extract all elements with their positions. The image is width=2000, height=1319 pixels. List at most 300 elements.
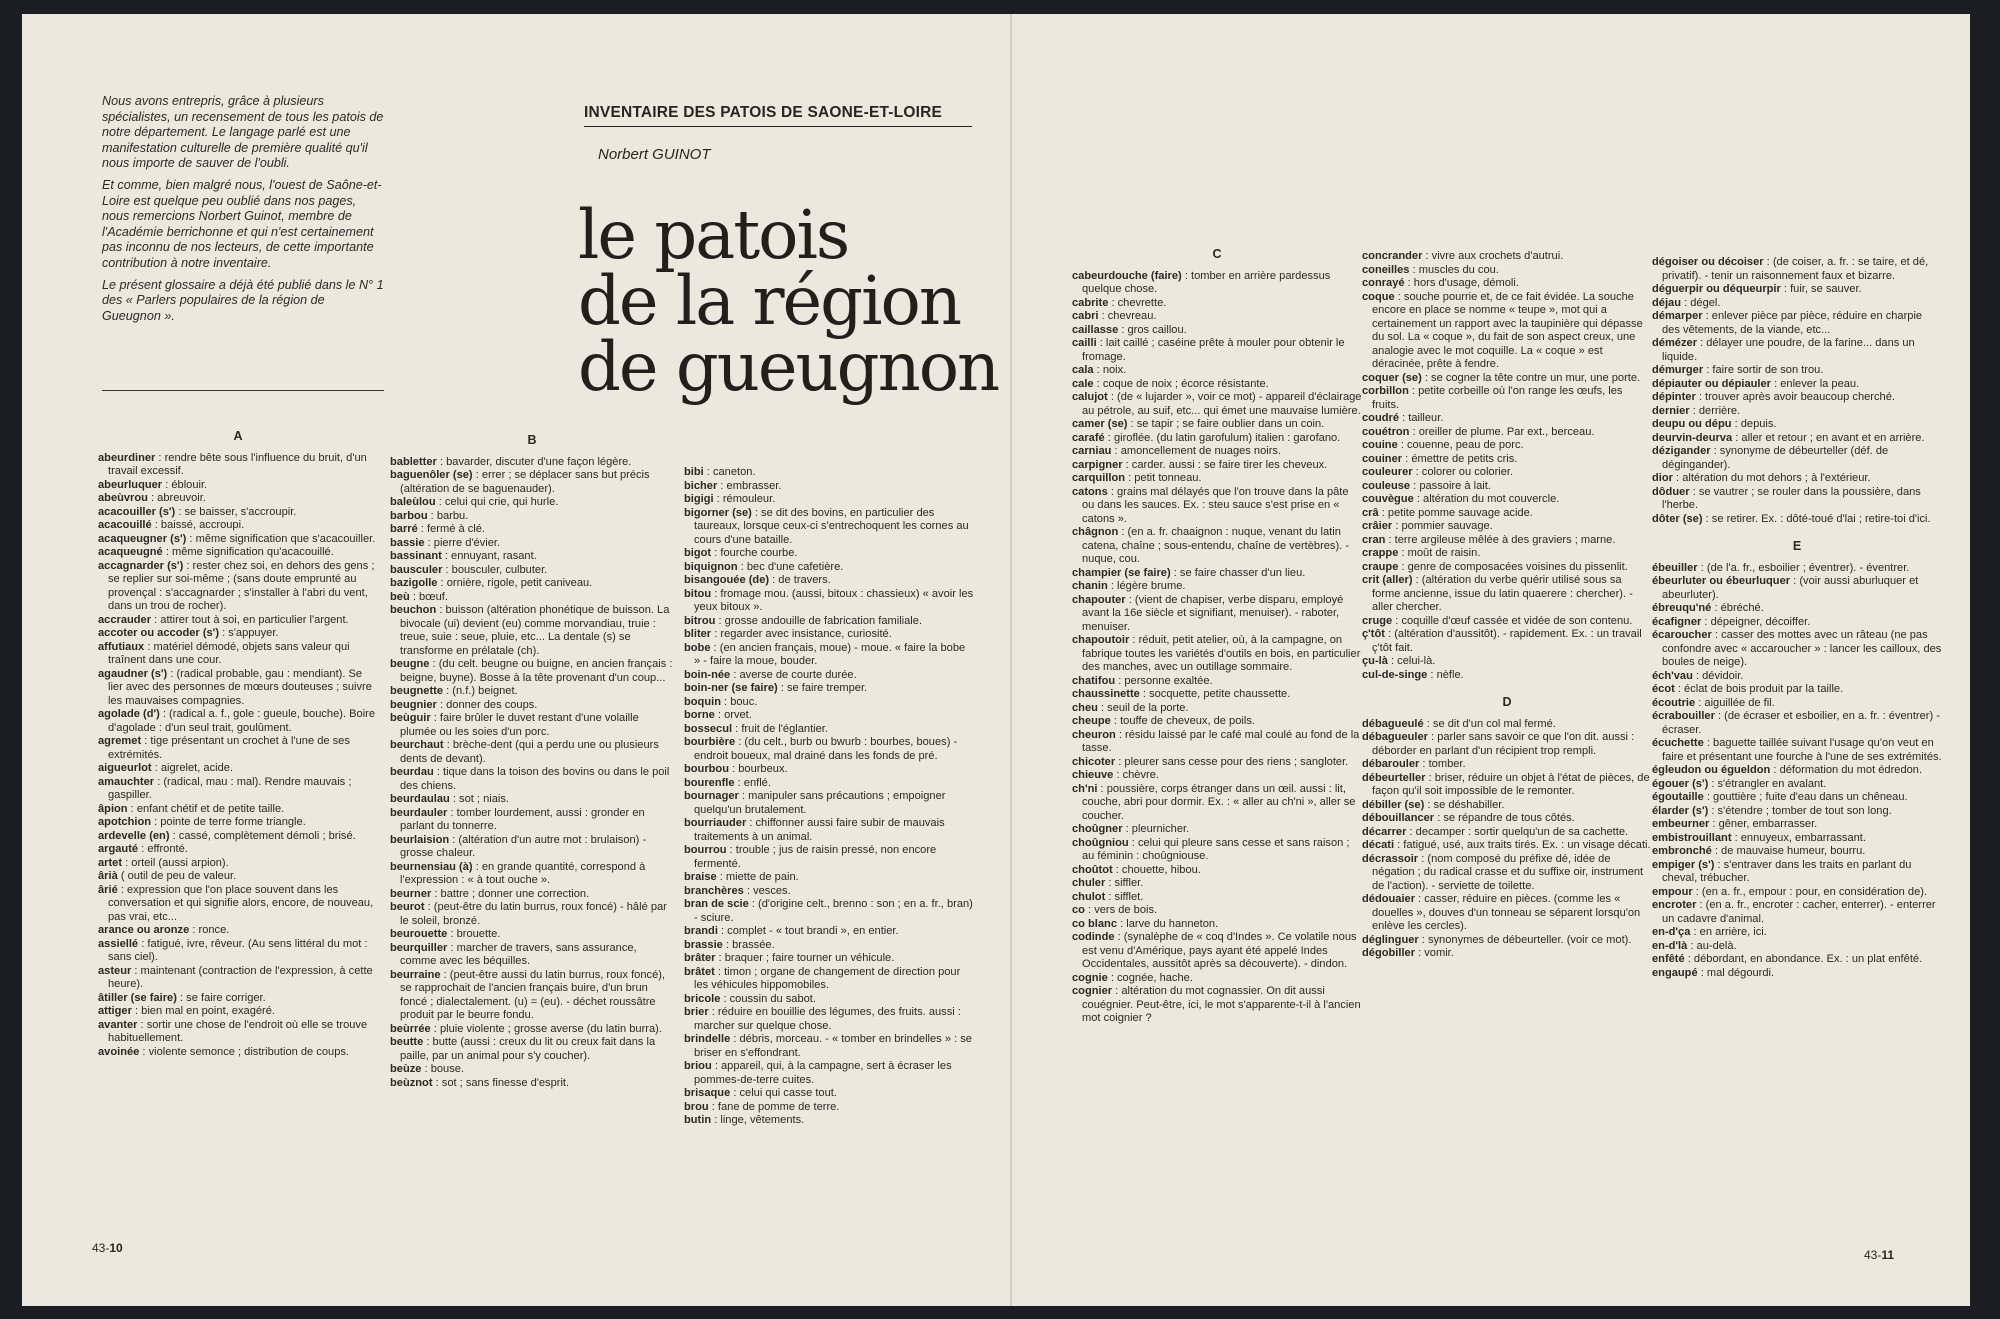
entry-headword: couétron — [1362, 425, 1410, 438]
entry-headword: ç'tôt — [1362, 628, 1385, 640]
entry-definition: : effronté. — [138, 843, 188, 855]
glossary-entry — [390, 685, 674, 699]
entry-headword: beurdau — [390, 766, 434, 778]
glossary-entry — [1072, 877, 1362, 891]
glossary-entry — [1362, 893, 1652, 934]
entry-definition: : personne exaltée. — [1115, 674, 1213, 687]
entry-definition: : siffler. — [1105, 877, 1144, 889]
entry-definition: : casser, réduire en pièces. (comme les « douelles », douves d'un tonneau se séparent lorsqu'on enlève les cercles). — [1372, 893, 1641, 932]
entry-definition: : enflé. — [734, 776, 771, 789]
entry-headword: brassie — [684, 938, 723, 951]
entry-headword: éch'vau — [1652, 669, 1693, 682]
glossary-entry — [1652, 899, 1942, 926]
entry-headword: abeurdiner — [98, 451, 156, 464]
glossary-entry — [1072, 580, 1362, 594]
entry-definition: : de mauvaise humeur, bourru. — [1711, 845, 1866, 857]
entry-headword: bicher — [684, 479, 718, 492]
entry-headword: barbou — [390, 509, 428, 522]
page-number-right: 43-11 — [1864, 1248, 1895, 1262]
entry-headword: camer (se) — [1072, 418, 1128, 430]
entry-headword: cheupe — [1072, 715, 1111, 727]
entry-headword: égoutaille — [1652, 791, 1704, 803]
glossary-entry — [390, 1036, 674, 1063]
glossary-entry — [1072, 688, 1362, 702]
author-name: Norbert GUINOT — [598, 146, 711, 163]
entry-headword: débarouler — [1362, 758, 1420, 770]
glossary-entry — [684, 1006, 974, 1033]
entry-definition: : rendre bête sous l'influence du bruit, d'un travail excessif. — [108, 451, 367, 477]
glossary-entry — [98, 803, 378, 817]
glossary-entry — [98, 560, 378, 614]
entry-definition: : embrasser. — [717, 479, 782, 492]
glossary-entry — [1652, 337, 1942, 364]
glossary-column-c-d — [1362, 250, 1652, 961]
glossary-entry — [1072, 270, 1362, 297]
entry-definition: : vers de bois. — [1084, 904, 1158, 916]
series-headline: INVENTAIRE DES PATOIS DE SAONE-ET-LOIRE — [584, 104, 943, 121]
entry-headword: beutte — [390, 1036, 424, 1048]
entry-definition: : miette de pain. — [716, 871, 799, 883]
entry-definition: : même signification qu'acacouillé. — [162, 546, 334, 558]
entry-headword: choûtot — [1072, 863, 1113, 876]
entry-headword: cognier — [1072, 985, 1113, 997]
entry-definition: : émettre de petits cris. — [1402, 452, 1518, 465]
glossary-entry — [390, 739, 674, 766]
entry-definition: : (de « lujarder », voir ce mot) - appareil d'éclairage au pétrole, au suif, etc... qui émet une mauvaise lumière. — [1082, 391, 1362, 417]
glossary-entry — [390, 1023, 674, 1037]
glossary-entry — [1362, 453, 1652, 467]
glossary-entry — [1652, 391, 1942, 405]
entry-definition: : se faire chasser d'un lieu. — [1170, 566, 1306, 579]
section-letter: E — [1792, 539, 1802, 553]
entry-definition: : chèvre. — [1113, 769, 1159, 781]
glossary-entry — [1072, 729, 1362, 756]
glossary-entry — [1652, 513, 1942, 527]
glossary-entry — [98, 506, 378, 520]
entry-headword: déjau — [1652, 296, 1681, 309]
intro-paragraph: Nous avons entrepris, grâce à plusieurs spécialistes, un recensement de tous les patois de notre département. Le langage parlé est une manifestation culturelle de première qualité qu'il nous importe de sauver de l'oubli. — [102, 94, 384, 171]
entry-definition: : se baisser, s'accroupir. — [175, 505, 297, 518]
glossary-entry — [1652, 472, 1942, 486]
entry-definition: : (en a. fr. chaaignon : nuque, venant du latin catena, chaîne ; sous-entendu, chaîne de vertèbres). - nuque, cou. — [1082, 526, 1350, 565]
entry-headword: écoutrie — [1652, 696, 1696, 709]
glossary-entry — [1362, 628, 1652, 655]
glossary-entry — [390, 658, 674, 685]
glossary-entry — [1362, 799, 1652, 813]
entry-definition: : gros caillou. — [1118, 323, 1187, 336]
glossary-entry — [1652, 886, 1942, 900]
entry-headword: cran — [1362, 533, 1386, 546]
entry-definition: : s'étendre ; tomber de tout son long. — [1708, 804, 1892, 817]
entry-headword: égleudon ou égueldon — [1652, 764, 1771, 776]
glossary-entry — [684, 696, 974, 710]
glossary-entry — [684, 966, 974, 993]
entry-definition: : bec d'une cafetière. — [737, 560, 844, 573]
glossary-entry — [1362, 718, 1652, 732]
entry-headword: cheuron — [1072, 728, 1116, 741]
entry-headword: décati — [1362, 839, 1395, 851]
entry-definition: : caneton. — [703, 466, 756, 478]
entry-headword: corbillon — [1362, 385, 1409, 397]
entry-headword: décrassoir — [1362, 852, 1419, 865]
entry-headword: beurot — [390, 901, 425, 913]
entry-definition: : petit tonneau. — [1125, 472, 1202, 484]
entry-headword: cul-de-singe — [1362, 668, 1428, 681]
glossary-entry — [684, 588, 974, 615]
glossary-entry — [1652, 432, 1942, 446]
entry-definition: : faire brûler le duvet restant d'une volaille plumée ou les soies d'un porc. — [400, 712, 639, 738]
entry-headword: brou — [684, 1100, 709, 1113]
entry-definition: : éblouir. — [162, 478, 208, 491]
glossary-entry — [1072, 715, 1362, 729]
entry-definition: : dévidoir. — [1692, 669, 1744, 682]
entry-definition: : (altération d'aussitôt). - rapidement. Ex. : un travail ç'tôt fait. — [1372, 628, 1642, 654]
entry-headword: cailli — [1072, 337, 1097, 349]
glossary-entry — [98, 884, 378, 925]
entry-headword: beugnette — [390, 685, 444, 697]
entry-headword: acacouiller (s') — [98, 505, 176, 518]
entry-definition: : pluie violente ; grosse averse (du latin burra). — [430, 1022, 662, 1035]
entry-definition: : battre ; donner une correction. — [431, 887, 590, 900]
entry-definition: : fatigué, ivre, rêveur. (Au sens littéral du mot : sans ciel). — [108, 937, 368, 963]
entry-definition: : matériel démodé, objets sans valeur qui traînent dans une cour. — [108, 640, 350, 666]
entry-headword: attiger — [98, 1005, 132, 1017]
section-letter: C — [1212, 247, 1222, 261]
entry-definition: : marcher de travers, sans assurance, comme avec les béquilles. — [400, 941, 637, 967]
entry-headword: beurdaulau — [390, 793, 450, 805]
glossary-entry — [1072, 931, 1362, 972]
glossary-entry — [684, 615, 974, 629]
entry-headword: abeurluquer — [98, 478, 163, 491]
glossary-column-b-cont — [684, 466, 974, 1128]
entry-headword: beugne — [390, 658, 430, 670]
entry-definition: : faire sortir de son trou. — [1703, 364, 1824, 376]
entry-headword: bigot — [684, 547, 712, 559]
entry-definition: : se cogner la tête contre un mur, une porte. — [1421, 371, 1641, 384]
glossary-entry — [1362, 507, 1652, 521]
glossary-entry — [1072, 918, 1362, 932]
title-line: le patois — [578, 196, 849, 274]
glossary-entry — [390, 550, 674, 564]
entry-headword: bassinant — [390, 550, 442, 562]
entry-headword: empour — [1652, 885, 1693, 898]
entry-headword: boin-née — [684, 668, 731, 681]
glossary-entry — [1652, 283, 1942, 297]
glossary-entry — [98, 843, 378, 857]
glossary-entry — [1652, 575, 1942, 602]
glossary-entry — [1362, 480, 1652, 494]
glossary-entry — [390, 469, 674, 496]
entry-definition: : fromage mou. (aussi, bitoux : chassieux) « avoir les yeux bitoux ». — [694, 587, 974, 613]
entry-definition: : aigrelet, acide. — [151, 762, 234, 774]
entry-definition: : fruit de l'églantier. — [732, 722, 828, 735]
glossary-entry — [390, 537, 674, 551]
entry-definition: : (de coiser, a. fr. : se taire, et dé, privatif). - tenir un raisonnement faux et bizarre. — [1662, 256, 1929, 282]
entry-definition: : débordant, en abondance. Ex. : un plat enfêté. — [1684, 953, 1923, 965]
entry-definition: : aiguillée de fil. — [1695, 696, 1775, 709]
glossary-entry — [1072, 391, 1362, 418]
glossary-entry — [1652, 953, 1942, 967]
entry-definition: : réduire en bouillie des légumes, des fruits. aussi : marcher sur quelque chose. — [694, 1006, 961, 1032]
entry-definition: : decamper : sortir quelqu'un de sa cachette. — [1406, 825, 1629, 838]
glossary-entry — [98, 735, 378, 762]
glossary-entry — [98, 965, 378, 992]
glossary-entry — [98, 1019, 378, 1046]
entry-definition: : colorer ou colorier. — [1412, 466, 1514, 478]
glossary-entry — [390, 942, 674, 969]
entry-headword: couiner — [1362, 452, 1403, 465]
glossary-entry — [1362, 758, 1652, 772]
glossary-entry — [390, 699, 674, 713]
glossary-entry — [684, 507, 974, 548]
entry-headword: démurger — [1652, 364, 1704, 376]
entry-headword: çu-là — [1362, 655, 1388, 667]
glossary-entry — [1072, 904, 1362, 918]
entry-headword: chapoutoir — [1072, 634, 1130, 646]
glossary-entry — [1072, 891, 1362, 905]
entry-definition: : se faire corriger. — [176, 991, 266, 1004]
glossary-entry — [684, 547, 974, 561]
entry-headword: dézigander — [1652, 445, 1711, 457]
glossary-entry — [1652, 683, 1942, 697]
glossary-entry — [684, 885, 974, 899]
glossary-entry — [390, 1063, 674, 1077]
entry-definition: : dépeigner, décoiffer. — [1701, 615, 1811, 628]
entry-definition: : enfant chétif et de petite taille. — [127, 802, 285, 815]
entry-headword: crâier — [1362, 520, 1393, 532]
entry-definition: : fourche courbe. — [711, 547, 798, 559]
glossary-entry — [684, 1033, 974, 1060]
entry-headword: empiger (s') — [1652, 858, 1715, 871]
entry-headword: brâtet — [684, 965, 715, 978]
entry-definition: : mal dégourdi. — [1697, 966, 1775, 979]
glossary-entry — [1362, 615, 1652, 629]
entry-headword: beurnensiau (à) — [390, 860, 473, 873]
entry-definition: : pointe de terre forme triangle. — [151, 816, 306, 828]
entry-definition: : sifflet. — [1105, 890, 1144, 903]
entry-definition: : averse de courte durée. — [730, 668, 857, 681]
glossary-entry — [1072, 459, 1362, 473]
entry-definition: : se tapir ; se faire oublier dans un coin. — [1127, 418, 1325, 430]
entry-headword: baleùlou — [390, 496, 436, 508]
glossary-entry — [1652, 737, 1942, 764]
entry-headword: chicoter — [1072, 755, 1116, 768]
glossary-entry — [390, 834, 674, 861]
glossary-entry — [1362, 947, 1652, 961]
entry-definition: : ennuyeux, embarrassant. — [1731, 831, 1866, 844]
entry-definition: : errer ; se déplacer sans but précis (altération de se baguenauder). — [400, 469, 650, 495]
glossary-entry — [1362, 934, 1652, 948]
glossary-entry — [390, 928, 674, 942]
entry-definition: : (altération du verbe quérir utilisé sous sa forme ancienne, issue du latin quaerere : chercher). - aller chercher. — [1372, 574, 1633, 613]
glossary-entry — [98, 452, 378, 479]
entry-definition: : petite pomme sauvage acide. — [1378, 506, 1533, 519]
glossary-entry — [1072, 837, 1362, 864]
glossary-entry — [1652, 364, 1942, 378]
glossary-entry — [1072, 378, 1362, 392]
entry-definition: : fatigué, usé, aux traits tirés. Ex. : un visage décati. — [1394, 839, 1651, 851]
glossary-entry — [684, 871, 974, 885]
entry-headword: dernier — [1652, 404, 1690, 417]
entry-headword: catons — [1072, 485, 1108, 498]
entry-headword: dédouaier — [1362, 893, 1416, 905]
entry-headword: dôter (se) — [1652, 512, 1703, 525]
glossary-entry — [1362, 439, 1652, 453]
entry-headword: bricole — [684, 992, 721, 1005]
entry-definition: : brassée. — [722, 938, 775, 951]
glossary-column-a — [98, 430, 378, 1059]
glossary-entry — [684, 669, 974, 683]
glossary-entry — [1072, 702, 1362, 716]
entry-headword: beurchaut — [390, 739, 444, 751]
glossary-entry — [390, 523, 674, 537]
glossary-entry — [1362, 534, 1652, 548]
entry-definition: : celui-là. — [1387, 655, 1436, 667]
entry-headword: dépiauter ou dépiauler — [1652, 377, 1771, 390]
glossary-entry — [1652, 256, 1942, 283]
entry-headword: débiller (se) — [1362, 798, 1425, 811]
glossary-entry — [1652, 805, 1942, 819]
entry-definition: : coquille d'œuf cassée et vidée de son contenu. — [1392, 614, 1633, 627]
entry-definition: : vesces. — [743, 884, 791, 897]
entry-definition: : souche pourrie et, de ce fait évidée. La souche encore en place se nomme « teupe », mot qui a certainement un rapport avec la taupinière qui dépasse du sol. La « coque », du fait de son aspect creux, une analogie avec le mot coquille. La « coque » est déracinée, prête à fendre. — [1372, 290, 1643, 370]
entry-headword: carafé — [1072, 431, 1105, 444]
entry-headword: encroter — [1652, 899, 1697, 911]
entry-definition: : violente semonce ; distribution de coups. — [139, 1045, 349, 1058]
entry-headword: bausculer — [390, 563, 443, 576]
entry-headword: asteur — [98, 964, 132, 977]
entry-definition: : socquette, petite chaussette. — [1139, 688, 1291, 700]
glossary-column-d-e — [1652, 256, 1942, 980]
entry-definition: : s'entraver dans les traits en parlant du cheval, trébucher. — [1662, 858, 1912, 884]
entry-definition: : grosse andouille de fabrication familiale. — [715, 614, 923, 627]
entry-definition: : s'étrangler en avalant. — [1708, 777, 1827, 790]
entry-definition: : altération du mot cognassier. On dit aussi couégnier. Peut-être, ici, le mot s'apparente-t-il à l'ancien mot coignier ? — [1082, 985, 1361, 1024]
entry-headword: avoinée — [98, 1045, 140, 1058]
entry-definition: : terre argileuse mêlée à des graviers ; marne. — [1385, 533, 1616, 546]
entry-headword: cheu — [1072, 701, 1098, 714]
entry-definition: : cassé, complètement démoli ; brisé. — [169, 829, 356, 842]
entry-definition: : dégel. — [1680, 296, 1721, 309]
glossary-entry — [1072, 364, 1362, 378]
entry-headword: affutiaux — [98, 640, 145, 653]
entry-headword: butin — [684, 1114, 712, 1126]
entry-headword: beurlaision — [390, 833, 450, 846]
glossary-entry — [98, 776, 378, 803]
entry-definition: : nèfle. — [1427, 668, 1464, 681]
entry-definition: : éclat de bois produit par la taille. — [1674, 683, 1844, 695]
glossary-entry — [684, 574, 974, 588]
entry-headword: crappe — [1362, 547, 1399, 559]
glossary-entry — [684, 1114, 974, 1128]
glossary-entry — [1072, 337, 1362, 364]
entry-headword: bobe — [684, 641, 711, 654]
entry-headword: démézer — [1652, 337, 1698, 349]
glossary-entry — [1652, 562, 1942, 576]
entry-headword: beùze — [390, 1063, 422, 1075]
entry-headword: carpigner — [1072, 458, 1123, 471]
entry-definition: : (radical a. f., gole : gueule, bouche). Boire d'agolade : d'un seul trait, goulûment. — [108, 708, 376, 734]
entry-headword: cognie — [1072, 971, 1108, 984]
entry-definition: : (de écraser et esboilier, en a. fr. : éventrer) - écraser. — [1662, 710, 1940, 736]
glossary-entry — [98, 708, 378, 735]
glossary-entry — [1652, 670, 1942, 684]
glossary-entry — [684, 561, 974, 575]
entry-headword: champier (se faire) — [1072, 566, 1171, 579]
entry-headword: carniau — [1072, 445, 1112, 457]
entry-definition: : brouette. — [447, 928, 501, 940]
entry-headword: accoter ou accoder (s') — [98, 627, 220, 639]
entry-headword: bourrou — [684, 844, 727, 856]
entry-headword: argauté — [98, 843, 139, 855]
entry-definition: : se dit des bovins, en particulier des taureaux, lorsque ceux-ci s'entrechoquent les cornes au cours d'une bataille. — [694, 506, 969, 546]
glossary-entry — [1652, 418, 1942, 432]
entry-definition: : celui qui casse tout. — [730, 1087, 837, 1099]
glossary-entry — [1362, 812, 1652, 826]
entry-definition: : buisson (altération phonétique de buisson. La bivocale (ui) devient (eu) comme morvandiau, truie : treue, suie : seue, pluie, etc... La dentale (s) se transforme en prélatale (ch). — [400, 604, 670, 657]
left-page — [22, 14, 1010, 1306]
glossary-entry — [1652, 697, 1942, 711]
entry-headword: deupu ou dépu — [1652, 418, 1732, 430]
entry-headword: apotchion — [98, 816, 151, 828]
glossary-entry — [1362, 772, 1652, 799]
glossary-entry — [684, 723, 974, 737]
entry-headword: bliter — [684, 628, 712, 640]
section-letter: B — [527, 433, 537, 447]
entry-headword: enfêté — [1652, 953, 1685, 965]
entry-definition: : linge, vêtements. — [711, 1114, 805, 1126]
glossary-entry — [1362, 277, 1652, 291]
entry-definition: : passoire à lait. — [1410, 479, 1491, 492]
entry-definition: : pleurnicher. — [1122, 823, 1190, 835]
entry-definition: : seuil de la porte. — [1097, 701, 1189, 714]
glossary-entry — [1362, 426, 1652, 440]
entry-headword: beùrrée — [390, 1022, 431, 1035]
entry-headword: artet — [98, 856, 123, 869]
entry-headword: bigigi — [684, 493, 714, 505]
glossary-entry — [98, 1005, 378, 1019]
entry-definition: : de travers. — [769, 574, 831, 586]
entry-headword: dégoiser ou décoiser — [1652, 256, 1764, 268]
entry-definition: : coque de noix ; écorce résistante. — [1093, 377, 1269, 390]
entry-headword: bourriauder — [684, 817, 747, 829]
glossary-entry — [1652, 859, 1942, 886]
entry-definition: : giroflée. (du latin garofulum) italien : garofano. — [1104, 431, 1341, 444]
entry-headword: coneilles — [1362, 263, 1410, 276]
entry-headword: beù — [390, 590, 410, 603]
glossary-entry — [390, 456, 674, 470]
section-letter: A — [233, 429, 243, 443]
entry-headword: bossecul — [684, 722, 733, 735]
entry-headword: bisangouée (de) — [684, 574, 770, 586]
entry-definition: : bouc. — [720, 695, 758, 708]
entry-headword: briou — [684, 1060, 712, 1072]
glossary-entry — [684, 466, 974, 480]
entry-definition: : celui qui crie, qui hurle. — [435, 496, 559, 508]
entry-headword: cruge — [1362, 614, 1393, 627]
entry-definition: : sot ; sans finesse d'esprit. — [432, 1076, 570, 1089]
entry-definition: : baguette taillée suivant l'usage qu'on veut en faire et présentant une fourche à l'une de ses extrémités. — [1662, 737, 1942, 763]
entry-headword: braise — [684, 871, 717, 883]
entry-definition: : chevreau. — [1098, 310, 1157, 322]
entry-headword: bassie — [390, 536, 425, 549]
glossary-entry — [1362, 574, 1652, 615]
entry-definition: : (du celt., burb ou bwurb : bourbes, boues) - endroit boueux, mal drainé dans les fonds de pré. — [694, 736, 958, 762]
entry-definition: : sortir une chose de l'endroit où elle se trouve habituellement. — [108, 1018, 368, 1044]
glossary-entry — [390, 712, 674, 739]
entry-headword: concrander — [1362, 250, 1423, 262]
entry-definition: : délayer une poudre, de la farine... dans un liquide. — [1662, 337, 1915, 363]
